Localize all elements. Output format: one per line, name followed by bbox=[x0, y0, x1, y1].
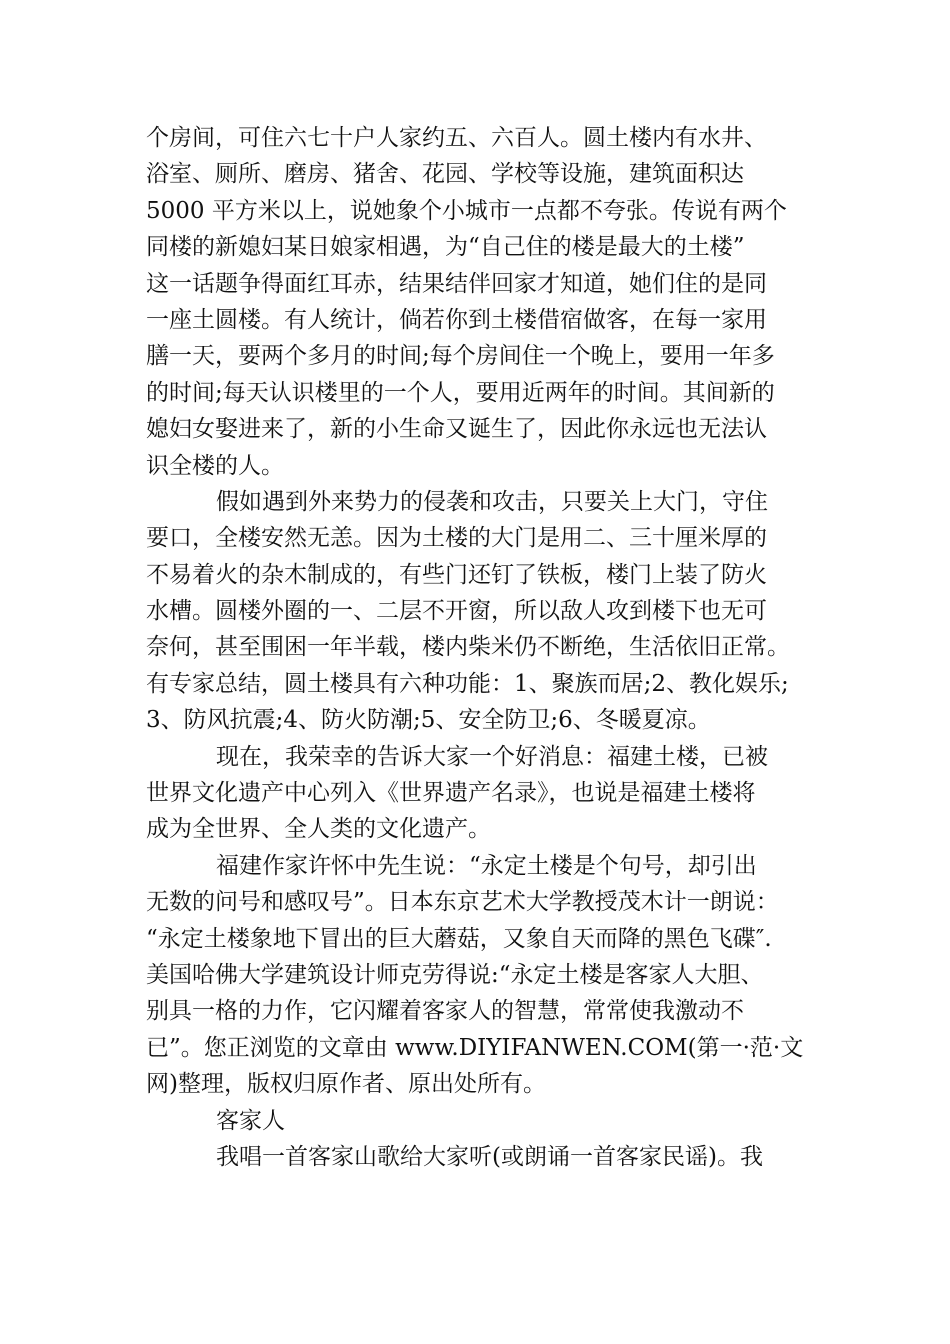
text-line: 的时间;每天认识楼里的一个人，要用近两年的时间。其间新的 bbox=[146, 379, 775, 406]
text-line: 水槽。圆楼外圈的一、二层不开窗，所以敌人攻到楼下也无可 bbox=[146, 598, 767, 625]
text-line: 一座土圆楼。有人统计，倘若你到土楼借宿做客，在每一家用 bbox=[146, 306, 767, 333]
text-line: 我唱一首客家山歌给大家听(或朗诵一首客家民谣)。我 bbox=[216, 1143, 763, 1170]
text-line: 成为全世界、全人类的文化遗产。 bbox=[146, 816, 491, 843]
text-line: 已”。您正浏览的文章由 www.DIYIFANWEN.COM(第一·范·文 bbox=[146, 1034, 804, 1061]
text-line: 浴室、厕所、磨房、猪舍、花园、学校等设施，建筑面积达 bbox=[146, 161, 744, 188]
text-line: 5000 平方米以上，说她象个小城市一点都不夸张。传说有两个 bbox=[146, 197, 787, 224]
text-line: 个房间，可住六七十户人家约五、六百人。圆土楼内有水井、 bbox=[146, 125, 767, 151]
text-line: 要口，全楼安然无恙。因为土楼的大门是用二、三十厘米厚的 bbox=[146, 525, 767, 552]
text-line: 3、防风抗震;4、防火防潮;5、安全防卫;6、冬暖夏凉。 bbox=[146, 707, 711, 734]
text-line: 同楼的新媳妇某日娘家相遇，为“自己住的楼是最大的土楼” bbox=[146, 234, 745, 261]
text-line: 识全楼的人。 bbox=[146, 452, 284, 479]
text-line: 无数的问号和感叹号”。日本东京艺术大学教授茂木计一朗说： bbox=[146, 889, 779, 916]
text-line: 有专家总结，圆土楼具有六种功能：1、聚族而居;2、教化娱乐; bbox=[146, 670, 789, 697]
text-line: 不易着火的杂木制成的，有些门还钉了铁板，楼门上装了防火 bbox=[146, 561, 767, 588]
body-text bbox=[146, 120, 826, 1175]
text-line: 美国哈佛大学建筑设计师克劳得说:“永定土楼是客家人大胆、 bbox=[146, 961, 764, 988]
text-line: 客家人 bbox=[216, 1107, 285, 1134]
text-line: 媳妇女娶进来了，新的小生命又诞生了，因此你永远也无法认 bbox=[146, 416, 767, 443]
text-line: 现在，我荣幸的告诉大家一个好消息：福建土楼，已被 bbox=[216, 743, 768, 770]
text-line: 这一话题争得面红耳赤，结果结伴回家才知道，她们住的是同 bbox=[146, 270, 767, 297]
text-line: 奈何，甚至围困一年半载，楼内柴米仍不断绝，生活依旧正常。 bbox=[146, 634, 790, 661]
text-line: 别具一格的力作，它闪耀着客家人的智慧，常常使我激动不 bbox=[146, 998, 744, 1025]
text-line: 网)整理，版权归原作者、原出处所有。 bbox=[146, 1071, 546, 1098]
text-line: 世界文化遗产中心列入《世界遗产名录》，也说是福建土楼将 bbox=[146, 780, 756, 807]
text-line: 假如遇到外来势力的侵袭和攻击，只要关上大门，守住 bbox=[216, 488, 768, 515]
text-line: “永定土楼象地下冒出的巨大蘑菇，又象自天而降的黑色飞碟″. bbox=[146, 925, 772, 952]
text-line: 福建作家许怀中先生说：“永定土楼是个句号，却引出 bbox=[216, 852, 757, 879]
text-line: 膳一天，要两个多月的时间;每个房间住一个晚上，要用一年多 bbox=[146, 343, 775, 370]
